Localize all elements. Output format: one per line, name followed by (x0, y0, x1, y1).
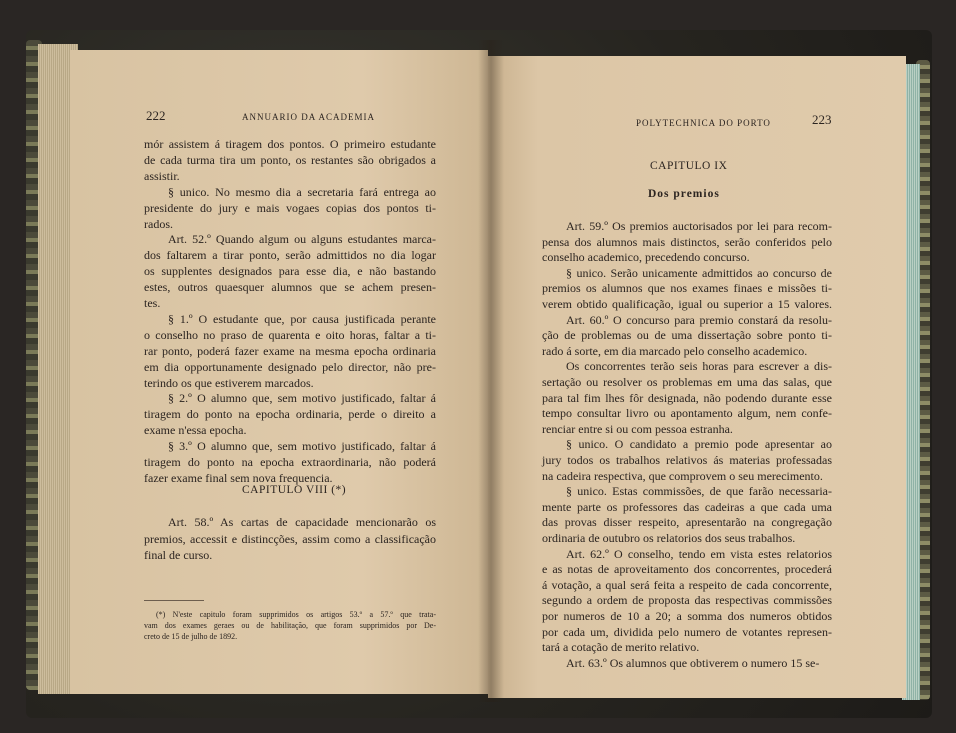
footnote-line: (*) N'este capitulo foram supprimidos os artigos 53.º a 57.º que trata- (156, 610, 436, 619)
text-line: estes, outros quaesquer alumnos que se achem presen- (144, 280, 436, 295)
text-line: rados. (144, 216, 173, 231)
right-page (488, 56, 906, 698)
text-line: Os concorrentes terão seis horas para escrever a dis- (566, 359, 832, 374)
text-line: para tal fim lhes fôr designada, não podendo durante esse (542, 390, 832, 405)
text-line: terindo os que estiverem marcados. (144, 375, 314, 390)
chapter-heading: CAPITULO IX (650, 160, 728, 172)
text-line: premios, accessit e distincções, assim como a classificação (144, 531, 436, 546)
text-line: verem obtido qualificação, igual ou superior a 15 valores. (542, 297, 832, 311)
text-line: § 1.º O estudante que, por causa justificada perante (168, 311, 436, 326)
text-line: das provas disser respeito, apresentarão na congregação (542, 515, 832, 530)
text-line: tes. (144, 296, 161, 310)
footnote-line: vam dos exames geraes ou de habilitação, que foram supprimidos por De- (144, 621, 436, 630)
left-page (70, 50, 488, 694)
text-line: presidente do jury e mais vogaes copias dos pontos ti- (144, 200, 436, 215)
text-line: mente parte os professores das cadeiras a que cada uma (542, 499, 832, 514)
text-line: tempo consultar livro ou apontamento algum, nem confe- (542, 406, 832, 421)
text-line: final de curso. (144, 548, 213, 562)
text-line: assistir. (144, 168, 180, 183)
page-number: 222 (146, 108, 166, 123)
text-line: exame n'essa epocha. (144, 423, 247, 438)
text-line: § 2.º O alumno que, sem motivo justificado, faltar á (168, 391, 436, 406)
text-line: renciar entre si ou com pessoa estranha. (542, 421, 733, 436)
text-line: segundo a ordem de proposta das respectivas commissões (542, 593, 832, 608)
book-gutter (478, 40, 504, 702)
running-head: ANNUARIO DA ACADEMIA (242, 112, 376, 122)
text-line: § unico. No mesmo dia a secretaria fará entrega ao (168, 184, 436, 199)
running-head: POLYTECHNICA DO PORTO (636, 118, 771, 128)
text-line: § unico. Estas commissões, de que farão necessaria- (566, 484, 832, 499)
text-line: rar ponto, poderá fazer exame na mesma epocha ordinaria (144, 343, 436, 358)
text-line: tiragem do ponto na epocha ordinaria, perde o direito a (144, 407, 436, 422)
text-line: Art. 52.º Quando algum ou alguns estudantes marca- (168, 232, 436, 247)
text-line: fazer exame final sem nova frequencia. (144, 470, 333, 485)
chapter-heading: CAPITULO VIII (*) (242, 484, 347, 496)
text-line: pensa dos alumnos mais distinctos, serão conferidos pelo (542, 234, 832, 249)
footnote-rule (144, 600, 204, 601)
text-line: premios os alumnos que nos exames finaes e missões ti- (542, 281, 832, 296)
text-line: na cadeira respectiva, que comprovem o seu merecimento. (542, 468, 823, 483)
text-line: Art. 60.º O concurso para premio constará da resolu- (566, 312, 832, 327)
text-line: em dia opportunamente designado pelo director, não pre- (144, 359, 436, 374)
text-line: rado á sorte, em dia marcado pelo conselho academico. (542, 343, 808, 358)
text-line: Art. 58.º As cartas de capacidade mencionarão os (168, 515, 436, 529)
text-line: § unico. O candidato a premio pode apresentar ao (566, 437, 832, 452)
text-line: e as notas de aproveitamento dos concorrentes, procederá (542, 562, 832, 577)
text-line: Art. 62.º O conselho, tendo em vista estes relatorios (566, 546, 832, 561)
text-line: por numeros de 10 a 20; a somma dos numeros obtidos (542, 609, 832, 623)
text-line: mór assistem á tiragem dos pontos. O primeiro estudante (144, 137, 436, 151)
text-line: tiragem do ponto na epocha extraordinaria, não poderá (144, 455, 436, 469)
text-line: os supplentes designados para esse dia, e não bastando (144, 264, 436, 279)
text-line: conselho academico, precedendo concurso. (542, 250, 750, 265)
text-line: jury todos os trabalhos relativos ás materias professadas (542, 453, 832, 467)
text-line: Art. 63.º Os alumnos que obtiverem o numero 15 se- (566, 655, 820, 670)
text-line: o conselho no praso de quarenta e oito horas, faltar a ti- (144, 327, 436, 342)
text-line: tará a cotação de merito relativo. (542, 640, 700, 655)
text-line: § 3.º O alumno que, sem motivo justificado, faltar á (168, 439, 436, 454)
section-heading: Dos premios (648, 188, 720, 200)
text-line: § unico. Serão unicamente admittidos ao concurso de (566, 265, 832, 280)
text-line: ordinaria de outubro os relatorios dos seus trabalhos. (542, 531, 796, 545)
text-line: por cada um, dividida pelo numero de votantes represen- (542, 624, 832, 639)
text-line: de cada turma tira um ponto, os restantes são obrigados a (144, 152, 436, 167)
text-line: dos faltarem a tirar ponto, serão admittidos no dia logar (144, 248, 436, 263)
footnote-line: creto de 15 de julho de 1892. (144, 632, 238, 641)
text-line: ção de problemas ou de uma dissertação sobre ponto ti- (542, 328, 832, 343)
text-line: Art. 59.º Os premios auctorisados por lei para recom- (566, 219, 832, 233)
text-line: sertação ou resolver os problemas em uma das salas, que (542, 375, 832, 389)
text-line: á votação, a qual será feita a respeito de cada concorrente, (542, 577, 832, 592)
page-number: 223 (812, 112, 832, 127)
